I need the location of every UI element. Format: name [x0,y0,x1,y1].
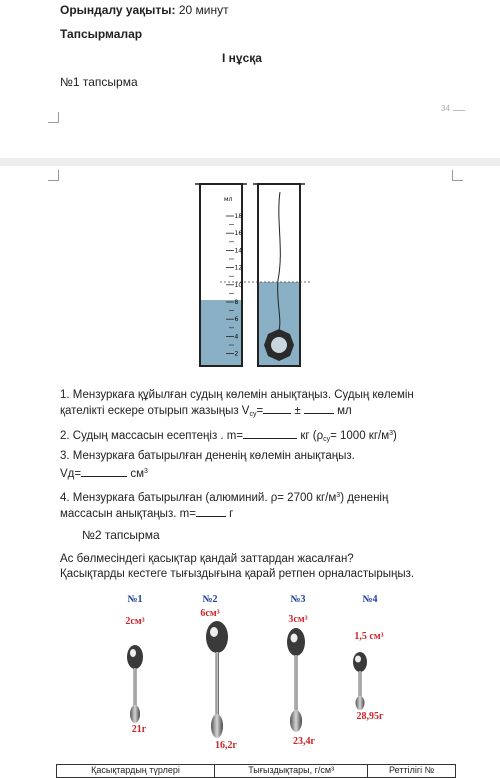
spoon4-volume: 1,5 см³ [354,631,384,642]
q1-line2: қателікті ескере отырып жазыңыз $V_{су}=$ ± мл [60,405,352,418]
scale-label: 14 [234,247,243,255]
page-corner-mark [48,112,59,123]
page-number: 34 [441,104,450,113]
table-header-order: Реттілігі № [368,765,456,778]
page-break [0,158,500,166]
time-line [60,3,229,18]
task1-label: №1 тапсырма [60,75,138,89]
spoon-1 [127,645,143,723]
scale-label: 10 [234,281,243,289]
question-4: 4. Мензуркаға батырылған (алюминий. ρ= 2700 $кг/м^3$) дененің массасын анықтаңыз. m= г [60,492,389,520]
spoon3-volume: 3см³ [288,614,308,625]
scale-unit: мл [224,196,233,203]
tasks-heading: Тапсырмалар [60,27,143,41]
spoon2-mass: 16,2г [214,740,238,751]
scale-label: 2 [234,350,239,358]
page-number-rule [453,110,465,111]
scale-label: 12 [234,264,243,272]
scale-label: 6 [234,316,239,324]
task2-text: Ас бөлмесіндегі қасықтар қандай заттардан жасалған? Қасықтарды кестеге тығыздығына қарай ретпен орналастырыңыз. [60,553,415,580]
spoon1-number: №1 [127,594,143,605]
variant-label: І нұсқа [222,51,262,65]
error-blank[interactable] [304,403,334,414]
spoon-2 [206,621,228,738]
spoon2-number: №2 [202,594,218,605]
scale-label: 4 [234,333,239,341]
spoon1-mass: 21г [131,724,147,735]
time-value: 20 минут [178,3,229,17]
spoon4-number: №4 [362,594,378,605]
question-2: 2. Судың массасын есептеңіз . m= кг ($\rho_{су}= 1000$ $кг/м^3$) [60,430,397,443]
spoon-4 [353,652,367,710]
scale-label: 18 [234,213,243,220]
spoon3-number: №3 [290,594,306,605]
spoons-figure [110,620,390,745]
right-cylinder [253,184,305,366]
question-1 [60,388,465,422]
scale-label: 16 [234,230,243,238]
aluminium-body [264,329,294,361]
body-mass-blank[interactable] [196,506,226,517]
task2-label: №2 тапсырма [82,528,160,542]
page-corner-mark [48,170,59,181]
table-header-types: Қасықтардың түрлері [57,765,215,778]
page-corner-mark [452,170,463,181]
body-volume-blank[interactable] [81,466,127,477]
scale-label: 8 [234,299,239,306]
question-3: 3. Мензуркаға батырылған дененің көлемін анықтаңыз. $Vд= см^3$ [60,450,355,480]
table-header-density: Тығыздықтары, г/см³ [214,765,367,778]
spoon2-volume: 6см³ [200,608,220,619]
mass-water-blank[interactable] [243,428,297,439]
left-cylinder [195,184,247,366]
spoon-3 [287,628,305,732]
spoon1-volume: 2см³ [125,616,145,627]
q1-text: 1. Мензуркаға құйылған судың көлемін анықтаңыз. Судың көлемін [60,389,414,401]
spoon4-mass: 28,95г [356,711,384,722]
measuring-cylinders-figure [190,180,310,375]
vwater-blank[interactable] [263,403,291,414]
time-label: Орындалу уақыты: [60,3,176,17]
spoon3-mass: 23,4г [292,736,316,747]
